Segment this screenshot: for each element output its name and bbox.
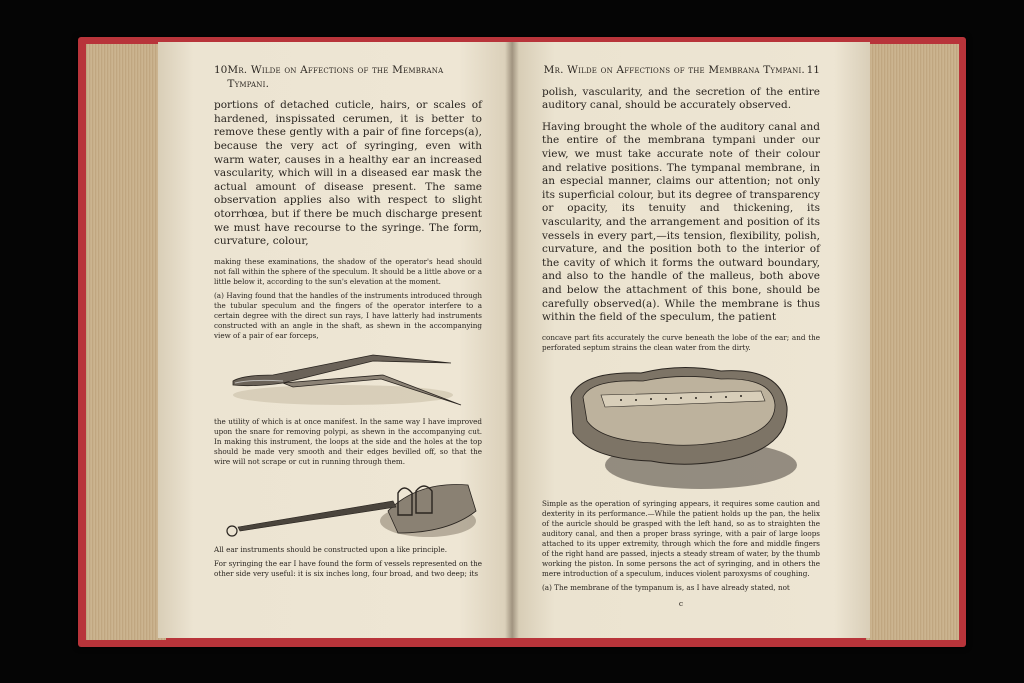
- ear-forceps-illustration: [223, 345, 473, 415]
- right-note-1: concave part fits accurately the curve beneath the lobe of the ear; and the perforated septum strains the clean water from the dirty.: [542, 332, 820, 352]
- right-body-text-1: polish, vascularity, and the secretion of the entire auditory canal, should be accurately observed.: [542, 85, 820, 112]
- right-note-3: (a) The membrane of the tympanum is, as I have already stated, not: [542, 582, 790, 592]
- right-running-title: Mr. Wilde on Affections of the Membrana Tympani.: [543, 64, 805, 76]
- left-page-number: 10: [214, 64, 228, 76]
- left-running-title: Mr. Wilde on Affections of the Membrana Tympani.: [227, 64, 444, 90]
- right-page: [512, 42, 870, 638]
- left-running-head: [214, 64, 482, 91]
- signature-mark: c: [678, 598, 684, 608]
- polypus-snare-illustration: [218, 471, 478, 543]
- left-body-text: portions of detached cuticle, hairs, or scales of hardened, inspissated cerumen, it is better to remove these gently with a pair of fine forceps(a), because the very act of syringing, even with warm water, causes in a healthy ear an increased vascularity, which will in a diseased ear mask the actual amount of disease present. The same observation applies also with respect to slight otorrhœa, but if there be much discharge present we must have recourse to the syringe. The form, curvature, colour,: [214, 99, 482, 248]
- right-body-text-2: Having brought the whole of the auditory canal and the entire of the membrana tympani under our view, we must take accurate note of their colour and relative positions. The tympanal membrane, in an especial manner, claims our attention; not only its superficial colour, but its degree of transparency or opacity, its tenuity and thickening, its vascularity, and the arrangement and position of its vessels in every part,—its tension, flexibility, polish, curvature, and the position both to the interior of the cavity of which it forms the outward boundary, and also to the handle of the malleus, both above and below the attachment of this bone, should be carefully observed(a). While the membrane is thus within the field of the speculum, the patient: [542, 120, 820, 324]
- book-gutter: [505, 42, 519, 638]
- right-page-number: 11: [806, 64, 820, 76]
- right-running-head: [542, 64, 820, 78]
- left-note-1: making these examinations, the shadow of the operator's head should not fall within the sphere of the speculum. It should be a little above or a little below it, according to the sun's elevation at the moment.: [214, 256, 482, 286]
- left-note-5: For syringing the ear I have found the form of vessels represented on the other side very useful: it is six inches long, four broad, and two deep; its: [214, 558, 482, 578]
- left-note-4: All ear instruments should be constructed upon a like principle.: [214, 544, 447, 554]
- left-note-2: (a) Having found that the handles of the instruments introduced through the tubular speculum and the fingers of the operator interfere to a certain degree with the direct sun rays, I have latterly had instruments constructed with an angle in the shaft, as shewn in the accompanying view of a pair of ear forceps,: [214, 290, 482, 340]
- page-edges-right: [866, 44, 959, 640]
- page-edges-left: [86, 44, 166, 640]
- right-note-2: Simple as the operation of syringing appears, it requires some caution and dexterity in its performance.—While the patient holds up the pan, the helix of the auricle should be grasped with the left hand, so as to straighten the auditory canal, and then a proper brass syringe, with a pair of large loops attached to its upper extremity, through which the fore and middle fingers of the right hand are passed, injects a steady stream of water, by the thumb working the piston. In some persons the act of syringing, and in others the mere introduction of a speculum, induces violent paroxysms of coughing.: [542, 498, 820, 578]
- left-note-3: the utility of which is at once manifest. In the same way I have improved upon the snare for removing polypi, as shewn in the accompanying cut. In making this instrument, the loops at the side and the holes at the top should be made very smooth and their edges bevilled off, so that the wire will not scrape or cut in running through them.: [214, 416, 482, 466]
- ear-pan-illustration: [561, 357, 801, 497]
- left-page: [158, 42, 512, 638]
